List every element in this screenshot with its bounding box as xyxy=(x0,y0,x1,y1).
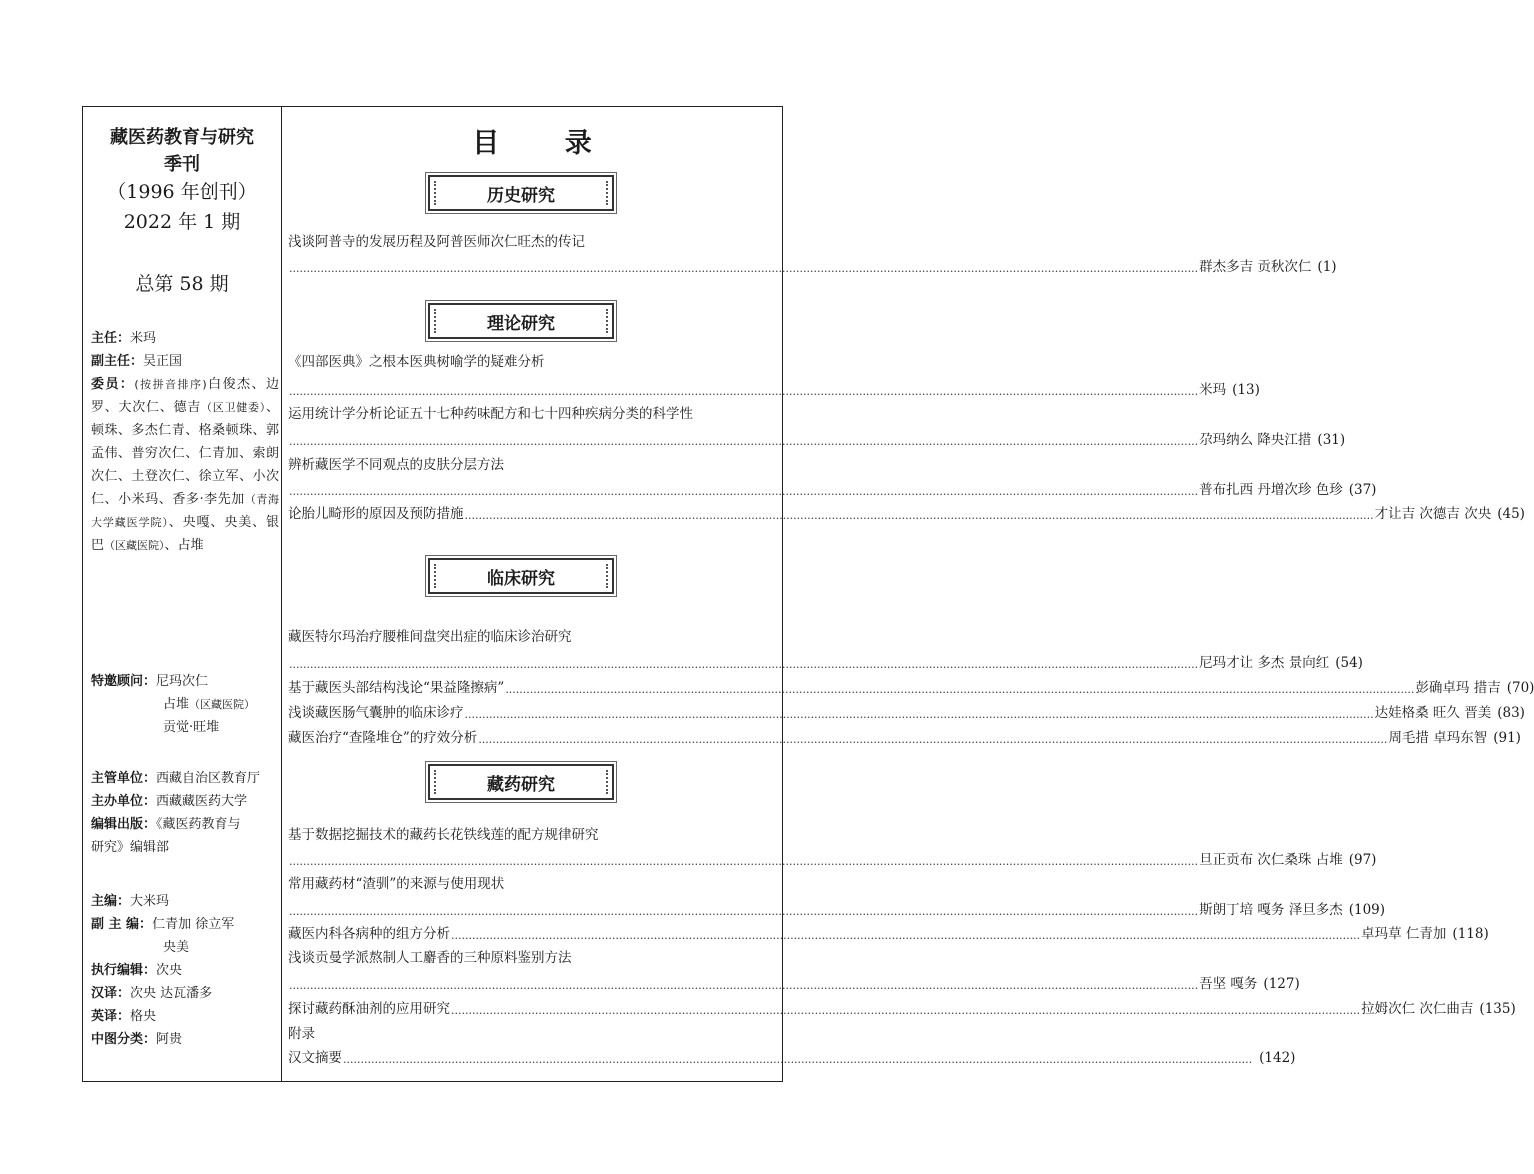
publisher-line1: 《藏医药教育与 xyxy=(156,817,241,832)
entry-3-page: (31) xyxy=(1317,432,1346,448)
chief-label: 主编： xyxy=(91,894,131,909)
deputy-label: 副主任： xyxy=(91,354,144,369)
entry-2-authors: 米玛 xyxy=(1199,382,1227,398)
members-note3: （青海大学藏医学院） xyxy=(91,493,279,529)
entry-6-title: 藏医特尔玛治疗腰椎间盘突出症的临床诊治研究 xyxy=(288,629,572,645)
entry-12 xyxy=(288,923,1489,945)
section-clinical: 临床研究 xyxy=(428,558,614,594)
entry-1-page: (1) xyxy=(1317,259,1337,275)
entry-5-authors: 才让吉 次德吉 次央 xyxy=(1374,506,1492,522)
entry-9-authors: 周毛措 卓玛东智 xyxy=(1388,730,1488,746)
cn-label: 汉译： xyxy=(91,986,131,1001)
dot-leader: .................................................................................................................................................................................................................................................................... xyxy=(289,979,1199,992)
entry-14-title: 探讨藏药酥油剂的应用研究 xyxy=(288,1001,450,1017)
entry-13-title: 浅谈贡曼学派熬制人工麝香的三种原料鉴别方法 xyxy=(288,950,572,966)
journal-frequency: 季刊 xyxy=(164,154,200,175)
en-translator: 格央 xyxy=(130,1009,157,1024)
advisor-3: 贡觉·旺堆 xyxy=(163,720,220,735)
entry-10-page: (97) xyxy=(1348,852,1377,868)
dot-leader: .................................................................................................................................................................................................................................................................... xyxy=(289,658,1199,671)
entry-1-title: 浅谈阿普寺的发展历程及阿普医师次仁旺杰的传记 xyxy=(288,234,585,250)
entry-11-leader xyxy=(288,899,1386,921)
entry-11-authors: 斯朗丁培 嘎务 泽旦多杰 xyxy=(1199,902,1343,918)
committee-members xyxy=(91,373,279,557)
abstract-title: 汉文摘要 xyxy=(288,1050,342,1066)
editor-block xyxy=(91,890,279,1051)
entry-2-page: (13) xyxy=(1232,382,1260,398)
section-theory: 理论研究 xyxy=(428,303,614,339)
entry-9 xyxy=(288,727,1521,749)
exec-label: 执行编辑： xyxy=(91,963,157,978)
section-history: 历史研究 xyxy=(428,175,614,211)
clc-classifier: 阿贵 xyxy=(156,1032,183,1047)
dot-leader: .................................................................................................................................................................................................................................................................... xyxy=(451,929,1361,942)
entry-8-authors: 达娃格桑 旺久 晋美 xyxy=(1374,705,1492,721)
dot-leader: .................................................................................................................................................................................................................................................................... xyxy=(289,855,1199,868)
vice-editors: 仁青加 徐立军 xyxy=(152,917,235,932)
dot-leader: .................................................................................................................................................................................................................................................................... xyxy=(343,1053,1253,1066)
entry-13-leader xyxy=(288,973,1300,995)
entry-10-authors: 旦正贡布 次仁桑珠 占堆 xyxy=(1199,852,1343,868)
dot-leader: .................................................................................................................................................................................................................................................................... xyxy=(289,485,1199,498)
members-note4: （区藏医院） xyxy=(104,539,165,552)
supervisor: 西藏自治区教育厅 xyxy=(156,771,261,786)
dot-leader: .................................................................................................................................................................................................................................................................... xyxy=(464,509,1374,522)
entry-6-leader xyxy=(288,652,1363,674)
director-label: 主任： xyxy=(91,331,131,346)
dot-leader: .................................................................................................................................................................................................................................................................... xyxy=(505,683,1415,696)
sponsor-label: 主办单位： xyxy=(91,794,157,809)
vice-editor-2: 央美 xyxy=(163,940,190,955)
journal-name: 藏医药教育与研究 xyxy=(110,127,254,148)
deputy: 吴正国 xyxy=(143,354,183,369)
entry-3-title: 运用统计学分析论证五十七种药味配方和七十四种疾病分类的科学性 xyxy=(288,406,693,422)
entry-12-authors: 卓玛草 仁青加 xyxy=(1361,926,1447,942)
section-pharma: 藏药研究 xyxy=(428,764,614,800)
entry-9-title: 藏医治疗“查隆堆仓”的疗效分析 xyxy=(288,730,478,746)
publisher-block xyxy=(91,767,279,859)
entry-8-title: 浅谈藏医肠气囊肿的临床诊疗 xyxy=(288,705,464,721)
entry-12-title: 藏医内科各病种的组方分析 xyxy=(288,926,450,942)
journal-total-issue: 总第 58 期 xyxy=(135,273,229,295)
entry-4-leader xyxy=(288,479,1377,501)
entry-14-authors: 拉姆次仁 次仁曲吉 xyxy=(1361,1001,1474,1017)
entry-8-page: (83) xyxy=(1497,705,1525,721)
entry-7 xyxy=(288,677,1534,699)
entry-14 xyxy=(288,998,1516,1020)
supervisor-label: 主管单位： xyxy=(91,771,157,786)
entry-4-title: 辨析藏医学不同观点的皮肤分层方法 xyxy=(288,457,504,473)
entry-4-authors: 普布扎西 丹增次珍 色珍 xyxy=(1199,482,1343,498)
entry-4-page: (37) xyxy=(1348,482,1377,498)
entry-9-page: (91) xyxy=(1493,730,1521,746)
dot-leader: .................................................................................................................................................................................................................................................................... xyxy=(451,1004,1361,1017)
vice-label: 副 主 编： xyxy=(91,917,153,932)
dot-leader: .................................................................................................................................................................................................................................................................... xyxy=(289,435,1199,448)
entry-11-page: (109) xyxy=(1348,902,1386,918)
dot-leader: .................................................................................................................................................................................................................................................................... xyxy=(464,708,1374,721)
entry-abstract xyxy=(288,1047,1296,1069)
entry-6-page: (54) xyxy=(1335,655,1363,671)
members-part3: 、央嘎、央美、银巴 xyxy=(91,515,279,553)
entry-6-authors: 尼玛才让 多杰 景向红 xyxy=(1199,655,1330,671)
en-label: 英译： xyxy=(91,1009,131,1024)
toc-title: 目 录 xyxy=(472,128,620,159)
members-note2: （区卫健委） xyxy=(200,401,266,414)
advisor-label: 特邀顾问： xyxy=(91,674,157,689)
chief-editor: 大米玛 xyxy=(130,894,170,909)
director: 米玛 xyxy=(130,331,157,346)
cn-translators: 次央 达瓦潘多 xyxy=(130,986,213,1001)
advisor-block xyxy=(91,670,279,739)
members-label: 委员： xyxy=(91,377,135,392)
publisher-line2: 研究》编辑部 xyxy=(91,840,170,855)
advisor-2: 占堆 xyxy=(163,697,190,712)
entry-12-page: (118) xyxy=(1452,926,1489,942)
entry-10-title: 基于数据挖掘技术的藏药长花铁线莲的配方规律研究 xyxy=(288,827,599,843)
advisor-2-note: （区藏医院） xyxy=(189,698,256,711)
entry-2-leader xyxy=(288,379,1260,401)
sponsor: 西藏藏医药大学 xyxy=(156,794,248,809)
entry-11-title: 常用藏药材“渣驯”的来源与使用现状 xyxy=(288,876,505,892)
entry-5-page: (45) xyxy=(1497,506,1525,522)
page-frame xyxy=(82,106,1534,1082)
dot-leader: .................................................................................................................................................................................................................................................................... xyxy=(289,262,1199,275)
journal-issue: 2022 年 1 期 xyxy=(123,211,241,233)
entry-5 xyxy=(288,503,1525,525)
masthead-column xyxy=(83,107,281,1081)
abstract-page: (142) xyxy=(1259,1050,1296,1066)
appendix-label: 附录 xyxy=(288,1026,315,1042)
entry-13-page: (127) xyxy=(1263,976,1300,992)
toc-column xyxy=(282,107,1534,1081)
entry-5-title: 论胎儿畸形的原因及预防措施 xyxy=(288,506,464,522)
entry-7-authors: 彭确卓玛 措吉 xyxy=(1415,680,1501,696)
members-part4: 、占堆 xyxy=(164,538,204,553)
publisher-label: 编辑出版： xyxy=(91,817,157,832)
members-note: (按拼音排序) xyxy=(134,378,207,391)
entry-10-leader xyxy=(288,849,1377,871)
journal-founded: （1996 年创刊） xyxy=(107,181,257,203)
entry-8 xyxy=(288,702,1525,724)
members-part2: 、顿珠、多杰仁青、格桑顿珠、郭孟伟、普穷次仁、仁青加、索朗次仁、土登次仁、徐立军、小次仁、小米玛、香多·李先加 xyxy=(91,400,279,507)
entry-1-authors: 群杰多吉 贡秋次仁 xyxy=(1199,259,1312,275)
members-part1: 白俊杰、边罗、大次仁、德吉 xyxy=(91,377,279,415)
entry-7-title: 基于藏医头部结构浅论“果益隆擦病” xyxy=(288,680,505,696)
entry-2-title: 《四部医典》之根本医典树喻学的疑难分析 xyxy=(288,354,545,370)
dot-leader: .................................................................................................................................................................................................................................................................... xyxy=(289,385,1199,398)
entry-3-leader xyxy=(288,429,1346,451)
entry-1-leader xyxy=(288,256,1337,278)
entry-3-authors: 尕玛纳么 降央江措 xyxy=(1199,432,1312,448)
advisor-1: 尼玛次仁 xyxy=(156,674,209,689)
exec-editor: 次央 xyxy=(156,963,183,978)
committee-block xyxy=(91,327,279,557)
clc-label: 中图分类： xyxy=(91,1032,157,1047)
dot-leader: .................................................................................................................................................................................................................................................................... xyxy=(478,733,1388,746)
entry-14-page: (135) xyxy=(1479,1001,1516,1017)
entry-7-page: (70) xyxy=(1506,680,1534,696)
entry-13-authors: 吾坚 嘎务 xyxy=(1199,976,1258,992)
dot-leader: .................................................................................................................................................................................................................................................................... xyxy=(289,905,1199,918)
